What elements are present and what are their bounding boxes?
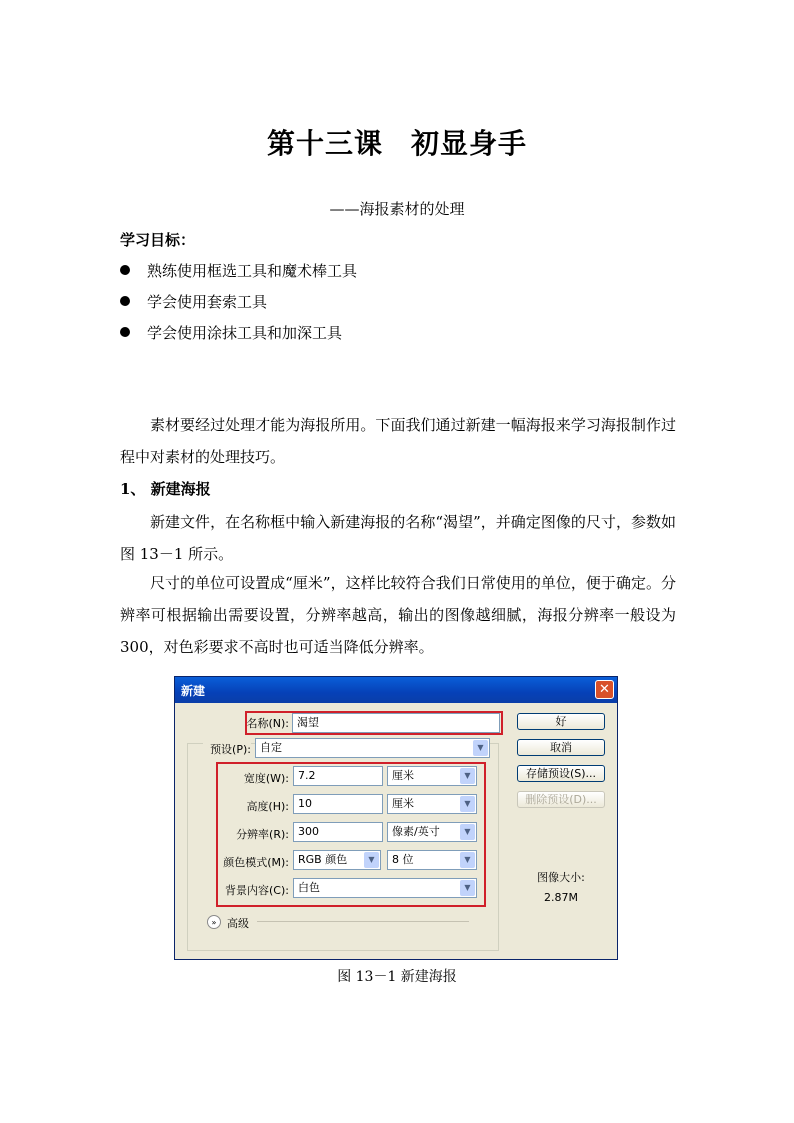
height-input[interactable]: 10 — [293, 794, 383, 814]
chevron-down-icon: ▼ — [460, 768, 475, 784]
intro-paragraph: 素材要经过处理才能为海报所用。下面我们通过新建一幅海报来学习海报制作过程中对素材的处理技巧。 — [120, 416, 676, 466]
height-label: 高度(H): — [246, 800, 289, 813]
advanced-label: 高级 — [227, 917, 249, 930]
objective-item: 学会使用套索工具 — [120, 291, 267, 312]
bit-depth-select[interactable]: 8 位 ▼ — [387, 850, 477, 870]
bullet-icon — [120, 327, 130, 337]
resolution-input[interactable]: 300 — [293, 822, 383, 842]
name-label: 名称(N): — [246, 717, 289, 730]
height-unit-select[interactable]: 厘米 ▼ — [387, 794, 477, 814]
name-input[interactable]: 渴望 — [292, 713, 500, 733]
lesson-title: 第十三课 初显身手 — [266, 127, 528, 160]
figure-caption: 图 13－1 新建海报 — [337, 969, 457, 985]
delete-preset-button: 删除预设(D)... — [517, 791, 605, 808]
chevron-down-icon: ▼ — [460, 852, 475, 868]
new-document-dialog — [174, 676, 618, 960]
background-label: 背景内容(C): — [225, 884, 289, 897]
ok-button[interactable]: 好 — [517, 713, 605, 730]
save-preset-button[interactable]: 存储预设(S)... — [517, 765, 605, 782]
section-heading: 1、 新建海报 — [120, 480, 211, 498]
image-size-label: 图像大小: — [537, 871, 585, 884]
section-paragraph: 尺寸的单位可设置成“厘米”，这样比较符合我们日常使用的单位，便于确定。分辨率可根据输出需要设置，分辨率越高，输出的图像越细腻，海报分辨率一般设为 300，对色彩要求不高时也可适当降低分辨率。 — [120, 574, 676, 656]
advanced-divider — [257, 921, 469, 922]
bullet-icon — [120, 265, 130, 275]
image-size-value: 2.87M — [544, 891, 578, 904]
chevron-down-icon: ▼ — [460, 796, 475, 812]
color-mode-label: 颜色模式(M): — [223, 856, 289, 869]
resolution-unit-select[interactable]: 像素/英寸 ▼ — [387, 822, 477, 842]
dialog-titlebar[interactable] — [175, 677, 617, 703]
bullet-icon — [120, 296, 130, 306]
close-icon[interactable]: ✕ — [595, 680, 614, 699]
background-select[interactable]: 白色 ▼ — [293, 878, 477, 898]
width-input[interactable]: 7.2 — [293, 766, 383, 786]
preset-select[interactable]: 自定 ▼ — [255, 738, 490, 758]
chevron-down-icon: ▼ — [460, 824, 475, 840]
chevron-down-icon: ▼ — [473, 740, 488, 756]
dialog-title: 新建 — [181, 684, 206, 698]
preset-label: 预设(P): — [203, 741, 251, 757]
objectives-heading: 学习目标： — [120, 231, 196, 249]
lesson-subtitle: ——海报素材的处理 — [329, 200, 465, 218]
color-mode-select[interactable]: RGB 颜色 ▼ — [293, 850, 381, 870]
width-unit-select[interactable]: 厘米 ▼ — [387, 766, 477, 786]
width-label: 宽度(W): — [243, 772, 289, 785]
resolution-label: 分辨率(R): — [236, 828, 289, 841]
chevron-down-icon: ▼ — [460, 880, 475, 896]
expand-advanced-icon[interactable]: » — [207, 915, 221, 929]
section-paragraph: 新建文件，在名称框中输入新建海报的名称“渴望”，并确定图像的尺寸，参数如图 13－1 所示。 — [120, 513, 676, 563]
objective-item: 熟练使用框选工具和魔术棒工具 — [120, 260, 357, 281]
chevron-down-icon: ▼ — [364, 852, 379, 868]
objective-item: 学会使用涂抹工具和加深工具 — [120, 322, 342, 343]
cancel-button[interactable]: 取消 — [517, 739, 605, 756]
